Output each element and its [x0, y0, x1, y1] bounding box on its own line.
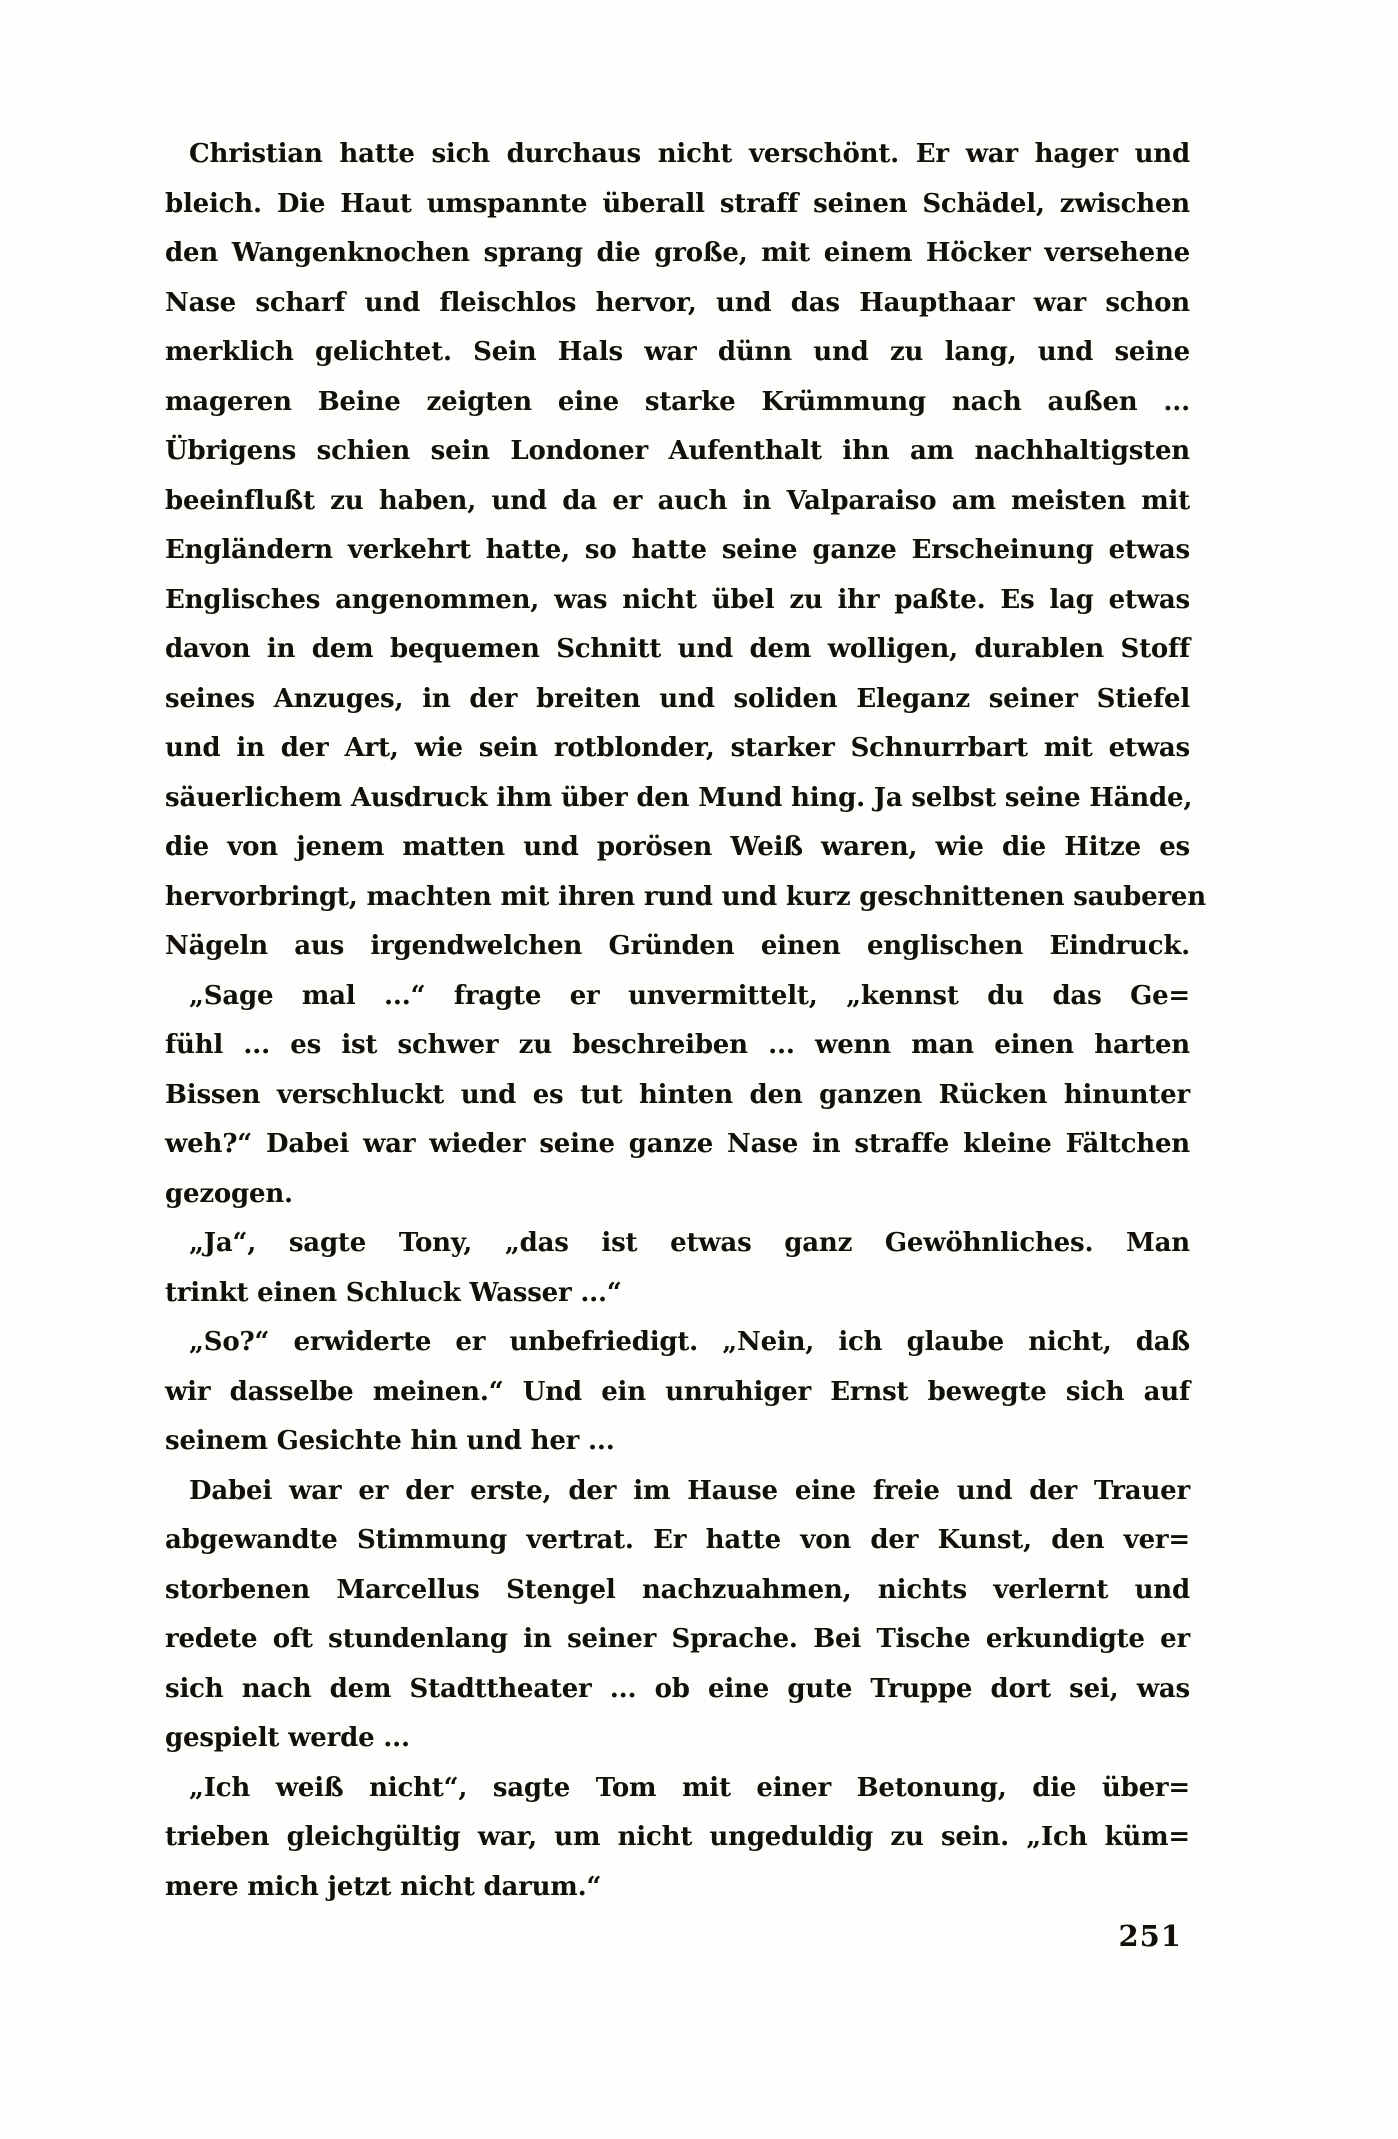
- text-line: seinem Gesichte hin und her ...: [165, 1426, 615, 1456]
- text-line: Nase scharf und fleischlos hervor, und das Haupthaar war schon: [165, 287, 1190, 318]
- text-line: Christian hatte sich durchaus nicht verschönt. Er war hager und: [189, 139, 1190, 169]
- page-number: 251: [1118, 1919, 1182, 1953]
- text-line: und in der Art, wie sein rotblonder, starker Schnurrbart mit etwas: [165, 733, 1190, 763]
- text-line: wir dasselbe meinen.“ Und ein unruhiger Ernst bewegte sich auf: [165, 1376, 1190, 1407]
- text-line: „Sage mal ...“ fragte er unvermittelt, „kennst du das Ge=: [189, 980, 1190, 1011]
- text-line: Englisches angenommen, was nicht übel zu ihr paßte. Es lag etwas: [165, 584, 1190, 615]
- text-line: seines Anzuges, in der breiten und soliden Eleganz seiner Stiefel: [165, 683, 1190, 714]
- paragraph: [165, 1764, 1190, 1913]
- paragraph: [165, 1467, 1190, 1764]
- text-line: Bissen verschluckt und es tut hinten den ganzen Rücken hinunter: [165, 1079, 1190, 1110]
- text-line: säuerlichem Ausdruck ihm über den Mund hing. Ja selbst seine Hände,: [165, 782, 1193, 813]
- text-line: abgewandte Stimmung vertrat. Er hatte von der Kunst, den ver=: [165, 1525, 1190, 1555]
- text-line: den Wangenknochen sprang die große, mit einem Höcker versehene: [165, 238, 1190, 268]
- text-line: Dabei war er der erste, der im Hause eine freie und der Trauer: [189, 1475, 1190, 1506]
- text-line: Übrigens schien sein Londoner Aufenthalt ihn am nachhaltigsten: [165, 436, 1190, 466]
- text-line: fühl ... es ist schwer zu beschreiben ... wenn man einen harten: [165, 1030, 1190, 1060]
- text-line: redete oft stundenlang in seiner Sprache. Bei Tische erkundigte er: [165, 1624, 1190, 1654]
- text-line: weh?“ Dabei war wieder seine ganze Nase in straffe kleine Fältchen: [165, 1129, 1190, 1159]
- text-line: trieben gleichgültig war, um nicht ungeduldig zu sein. „Ich küm=: [165, 1822, 1190, 1852]
- paragraph: [165, 1318, 1190, 1467]
- text-line: sich nach dem Stadttheater ... ob eine gute Truppe dort sei, was: [165, 1673, 1190, 1704]
- text-line: merklich gelichtet. Sein Hals war dünn und zu lang, und seine: [165, 337, 1190, 367]
- text-block: [165, 130, 1206, 1912]
- paragraph: [165, 130, 1206, 972]
- paragraph: [165, 972, 1190, 1220]
- paragraph: [165, 1219, 1190, 1318]
- text-line: gezogen.: [165, 1178, 293, 1209]
- text-line: hervorbringt, machten mit ihren rund und kurz geschnittenen sauberen: [165, 881, 1206, 912]
- text-line: beeinflußt zu haben, und da er auch in Valparaiso am meisten mit: [165, 485, 1190, 516]
- text-line: Nägeln aus irgendwelchen Gründen einen englischen Eindruck.: [165, 931, 1190, 961]
- text-line: davon in dem bequemen Schnitt und dem wolligen, durablen Stoff: [165, 634, 1190, 664]
- text-line: mageren Beine zeigten eine starke Krümmung nach außen ...: [165, 386, 1190, 417]
- text-line: trinkt einen Schluck Wasser ...“: [165, 1277, 622, 1308]
- text-line: die von jenem matten und porösen Weiß waren, wie die Hitze es: [165, 832, 1190, 862]
- text-line: „Ich weiß nicht“, sagte Tom mit einer Betonung, die über=: [189, 1772, 1190, 1803]
- text-line: mere mich jetzt nicht darum.“: [165, 1871, 602, 1902]
- text-line: gespielt werde ...: [165, 1723, 410, 1753]
- text-line: storbenen Marcellus Stengel nachzuahmen, nichts verlernt und: [165, 1574, 1190, 1605]
- text-line: „So?“ erwiderte er unbefriedigt. „Nein, ich glaube nicht, daß: [189, 1327, 1190, 1357]
- text-line: Engländern verkehrt hatte, so hatte seine ganze Erscheinung etwas: [165, 535, 1190, 565]
- text-line: bleich. Die Haut umspannte überall straff seinen Schädel, zwischen: [165, 188, 1190, 219]
- text-line: „Ja“, sagte Tony, „das ist etwas ganz Gewöhnliches. Man: [189, 1228, 1190, 1258]
